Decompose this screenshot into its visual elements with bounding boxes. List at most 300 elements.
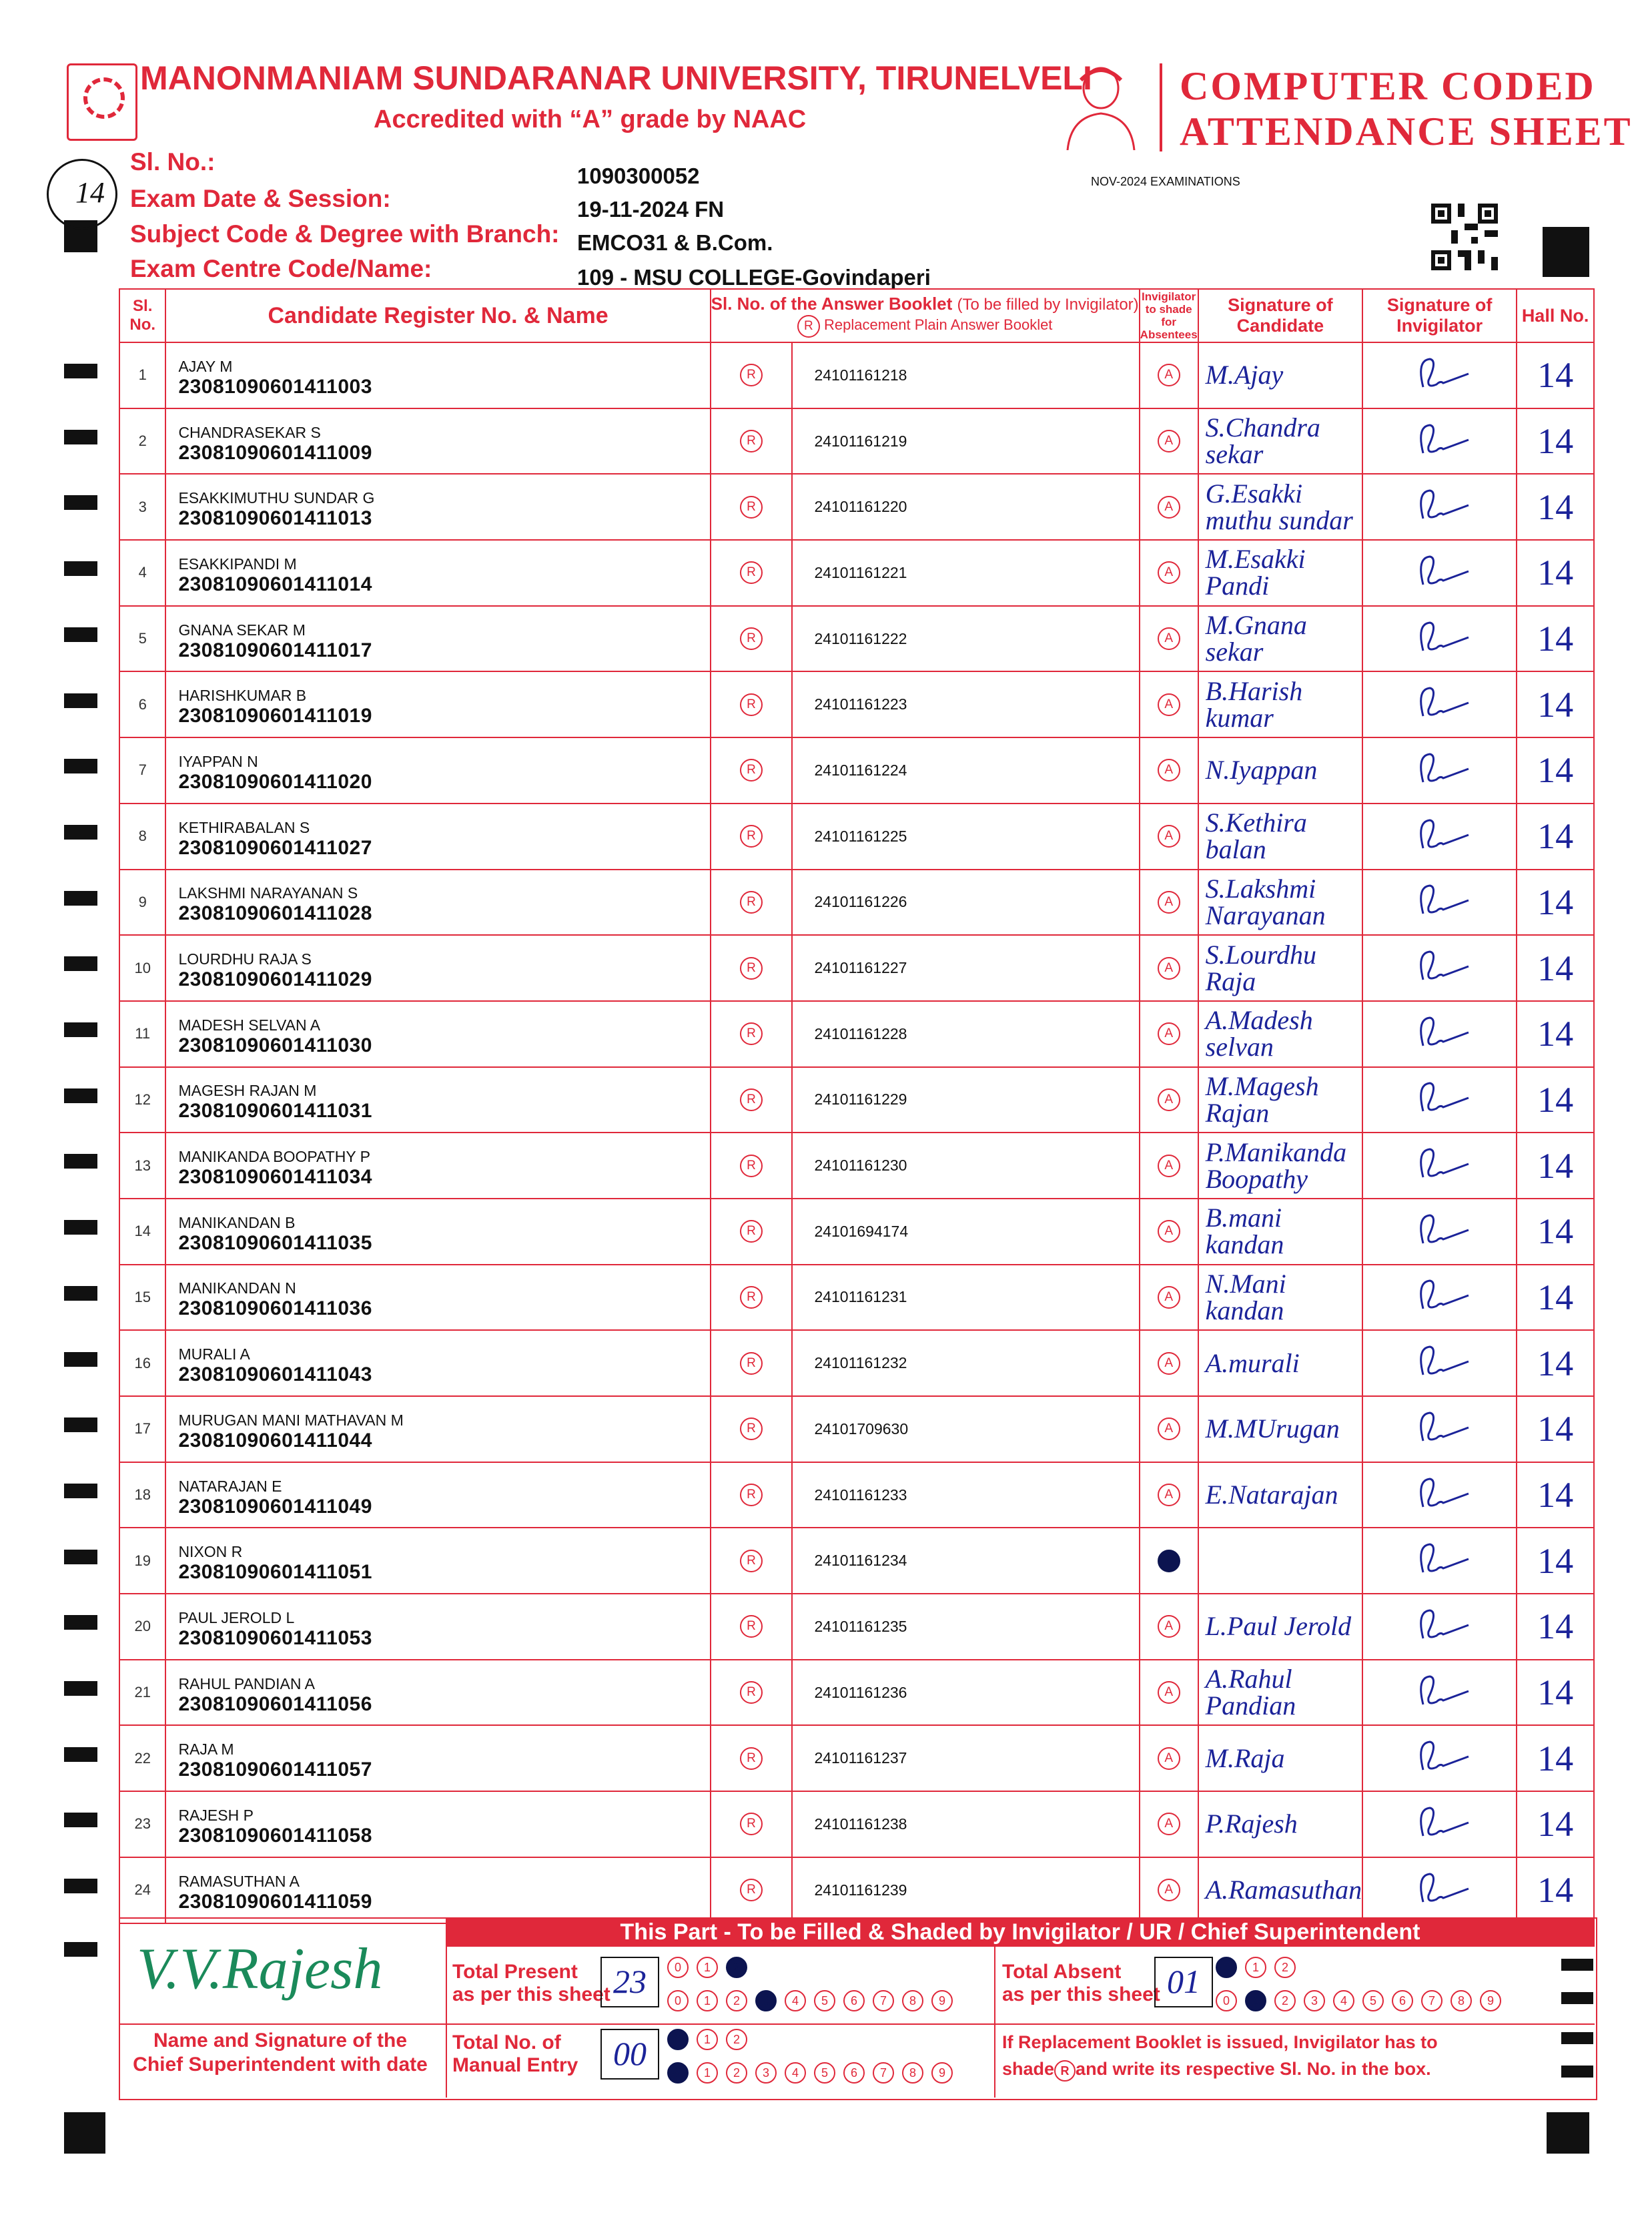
replacement-cell[interactable] [711, 671, 793, 737]
manual-tens-bubbles[interactable] [667, 2029, 755, 2050]
absentee-cell[interactable] [1140, 935, 1198, 1001]
r-bubble-icon[interactable]: R [740, 1220, 763, 1243]
register-number: 23081090601411028 [178, 902, 372, 925]
invigilator-signature [1362, 671, 1517, 737]
candidate-signature: A.murali [1198, 1330, 1362, 1396]
invigilator-initial-icon [1403, 1736, 1477, 1777]
candidate-cell [165, 408, 710, 475]
candidate-name: RAJA M [178, 1741, 234, 1759]
invigilator-signature [1362, 342, 1517, 408]
r-bubble-icon[interactable]: R [740, 891, 763, 914]
row-sl: 2 [119, 408, 165, 475]
absent-bubble-icon[interactable]: A [1158, 1879, 1180, 1901]
table-row [119, 804, 1594, 870]
digit-bubble[interactable]: 1 [1245, 1957, 1266, 1978]
divider [994, 1947, 995, 2098]
absent-bubble-icon[interactable]: A [1158, 825, 1180, 848]
digit-bubble[interactable]: 1 [697, 2029, 718, 2050]
digit-bubble[interactable]: 0 [1216, 1990, 1237, 2011]
row-sl: 17 [119, 1396, 165, 1462]
row-sl: 13 [119, 1133, 165, 1199]
replacement-cell[interactable] [711, 408, 793, 475]
booklet-number: 24101161239 [792, 1857, 1139, 1923]
digit-bubble[interactable]: 0 [667, 2029, 689, 2050]
candidate-signature: S.Lourdhu Raja [1198, 935, 1362, 1001]
digit-bubble[interactable]: 6 [843, 2062, 865, 2084]
r-bubble-icon[interactable]: R [740, 1484, 763, 1506]
replacement-cell[interactable] [711, 1594, 793, 1660]
timing-mark [64, 956, 97, 971]
row-sl: 15 [119, 1265, 165, 1331]
candidate-name: MANIKANDAN B [178, 1213, 296, 1231]
replacement-cell[interactable] [711, 1725, 793, 1791]
register-number: 23081090601411013 [178, 507, 372, 530]
hall-number: 14 [1517, 1199, 1594, 1265]
row-sl: 21 [119, 1660, 165, 1726]
booklet-number: 24101161228 [792, 1001, 1139, 1067]
col-sig-candidate-header: Signature of Candidate [1198, 289, 1362, 342]
registration-mark [1561, 1959, 1593, 1971]
digit-bubble[interactable]: 1 [697, 1957, 718, 1978]
hall-number: 14 [1517, 342, 1594, 408]
digit-bubble[interactable]: 5 [814, 2062, 835, 2084]
absent-bubble-icon[interactable]: A [1158, 1550, 1180, 1572]
invigilator-initial-icon [1403, 1605, 1477, 1645]
digit-bubble[interactable]: 8 [902, 1990, 923, 2011]
candidate-name: ESAKKIMUTHU SUNDAR G [178, 489, 375, 507]
invigilator-initial-icon [1403, 485, 1477, 525]
hall-number: 14 [1517, 1396, 1594, 1462]
present-units-bubbles[interactable] [667, 1990, 961, 2011]
col-hall-header: Hall No. [1517, 289, 1594, 342]
absentee-cell[interactable] [1140, 1462, 1198, 1528]
absentee-cell[interactable] [1140, 1791, 1198, 1857]
absentee-cell[interactable] [1140, 1725, 1198, 1791]
invigilator-initial-icon [1403, 1474, 1477, 1514]
register-number: 23081090601411056 [178, 1692, 372, 1715]
replacement-cell[interactable] [711, 1791, 793, 1857]
invigilator-signature [1362, 1725, 1517, 1791]
candidate-name: HARISHKUMAR B [178, 687, 307, 705]
candidate-signature: B.mani kandan [1198, 1199, 1362, 1265]
exam-centre-label: Exam Centre Code/Name: [130, 255, 432, 282]
digit-bubble[interactable]: 2 [1274, 1957, 1296, 1978]
registration-mark [1561, 1992, 1593, 2004]
booklet-number: 24101161227 [792, 935, 1139, 1001]
candidate-signature: M.Magesh Rajan [1198, 1067, 1362, 1133]
timing-mark [64, 825, 97, 840]
replacement-cell[interactable] [711, 1265, 793, 1331]
absent-bubble-icon[interactable]: A [1158, 1681, 1180, 1704]
hall-mark-circle: 14 [47, 159, 117, 230]
digit-bubble[interactable]: 2 [726, 1990, 747, 2011]
digit-bubble[interactable]: 6 [843, 1990, 865, 2011]
absent-bubble-icon[interactable]: A [1158, 1088, 1180, 1111]
r-bubble-icon[interactable]: R [740, 1417, 763, 1440]
absentee-cell[interactable] [1140, 1133, 1198, 1199]
absentee-cell[interactable] [1140, 1330, 1198, 1396]
accreditation: Accredited with “A” grade by NAAC [374, 105, 807, 133]
r-bubble-icon[interactable]: R [740, 496, 763, 519]
absent-bubble-icon[interactable]: A [1158, 1352, 1180, 1375]
candidate-cell [165, 1067, 710, 1133]
register-number: 23081090601411030 [178, 1034, 372, 1056]
total-absent-box[interactable]: 01 [1154, 1957, 1213, 2007]
r-bubble-icon[interactable]: R [740, 1286, 763, 1309]
replacement-cell[interactable] [711, 1133, 793, 1199]
r-bubble-icon[interactable]: R [740, 561, 763, 584]
replacement-cell[interactable] [711, 935, 793, 1001]
candidate-signature: P.Manikanda Boopathy [1198, 1133, 1362, 1199]
booklet-number: 24101161222 [792, 606, 1139, 672]
candidate-cell [165, 737, 710, 804]
register-number: 23081090601411034 [178, 1166, 372, 1189]
digit-bubble[interactable]: 3 [755, 1990, 777, 2011]
row-sl: 16 [119, 1330, 165, 1396]
col-booklet-header: Sl. No. of the Answer Booklet (To be filled by Invigilator) R Replacement Plain Answer Booklet [711, 289, 1140, 342]
timing-mark [64, 693, 97, 708]
candidate-signature: G.Esakki muthu sundar [1198, 474, 1362, 540]
candidate-name: IYAPPAN N [178, 752, 258, 770]
replacement-cell[interactable] [711, 342, 793, 408]
candidate-signature: M.Esakki Pandi [1198, 540, 1362, 606]
register-number: 23081090601411003 [178, 375, 372, 398]
absent-bubble-icon[interactable]: A [1158, 891, 1180, 914]
r-bubble-icon[interactable]: R [740, 693, 763, 716]
timing-mark [64, 627, 97, 642]
table-row [119, 1396, 1594, 1462]
register-number: 23081090601411020 [178, 770, 372, 793]
register-number: 23081090601411058 [178, 1824, 372, 1847]
absentee-cell[interactable] [1140, 1199, 1198, 1265]
invigilator-signature [1362, 1660, 1517, 1726]
candidate-name: MURUGAN MANI MATHAVAN M [178, 1411, 404, 1429]
digit-bubble[interactable]: 8 [1451, 1990, 1472, 2011]
row-sl: 24 [119, 1857, 165, 1923]
hall-number: 14 [1517, 737, 1594, 804]
replacement-cell[interactable] [711, 1660, 793, 1726]
r-bubble-icon[interactable]: R [740, 957, 763, 980]
candidate-name: KETHIRABALAN S [178, 818, 310, 836]
booklet-number: 24101161235 [792, 1594, 1139, 1660]
digit-bubble[interactable]: 0 [1216, 1957, 1237, 1978]
booklet-number: 24101161223 [792, 671, 1139, 737]
booklet-number: 24101161221 [792, 540, 1139, 606]
register-number: 23081090601411051 [178, 1561, 372, 1584]
digit-bubble[interactable]: 2 [1274, 1990, 1296, 2011]
booklet-number: 24101161233 [792, 1462, 1139, 1528]
invigilator-signature [1362, 1857, 1517, 1923]
candidate-cell [165, 606, 710, 672]
register-number: 23081090601411014 [178, 573, 372, 595]
candidate-signature: M.Raja [1198, 1725, 1362, 1791]
absentee-cell[interactable] [1140, 408, 1198, 475]
candidate-signature: A.Rahul Pandian [1198, 1660, 1362, 1726]
absent-units-bubbles[interactable] [1216, 1990, 1509, 2011]
digit-bubble[interactable]: 0 [667, 1957, 689, 1978]
booklet-number: 24101161231 [792, 1265, 1139, 1331]
r-bubble-icon[interactable]: R [740, 1550, 763, 1572]
r-bubble-icon[interactable]: R [740, 1879, 763, 1901]
candidate-cell [165, 870, 710, 936]
absent-bubble-icon[interactable]: A [1158, 627, 1180, 650]
digit-bubble[interactable]: 2 [726, 2029, 747, 2050]
invigilator-signature [1362, 1001, 1517, 1067]
digit-bubble[interactable]: 7 [1421, 1990, 1442, 2011]
r-bubble-icon[interactable]: R [740, 1155, 763, 1177]
candidate-cell [165, 474, 710, 540]
timing-mark [64, 1022, 97, 1037]
absent-bubble-icon[interactable]: A [1158, 496, 1180, 519]
candidate-signature: M.MUrugan [1198, 1396, 1362, 1462]
invigilator-initial-icon [1403, 815, 1477, 855]
absent-bubble-icon[interactable]: A [1158, 693, 1180, 716]
hall-number: 14 [1517, 1791, 1594, 1857]
candidate-name: LOURDHU RAJA S [178, 950, 312, 968]
absent-bubble-icon[interactable]: A [1158, 759, 1180, 781]
digit-bubble[interactable]: 7 [873, 2062, 894, 2084]
registration-mark [1561, 2066, 1593, 2078]
booklet-number: 24101161225 [792, 804, 1139, 870]
digit-bubble[interactable]: 6 [1392, 1990, 1413, 2011]
absentee-cell[interactable] [1140, 671, 1198, 737]
absent-bubble-icon[interactable]: A [1158, 1813, 1180, 1835]
digit-bubble[interactable]: 1 [697, 2062, 718, 2084]
digit-bubble[interactable]: 1 [1245, 1990, 1266, 2011]
r-bubble-icon[interactable]: R [740, 430, 763, 452]
digit-bubble[interactable]: 4 [1333, 1990, 1354, 2011]
absent-tens-bubbles[interactable] [1216, 1957, 1304, 1978]
absent-bubble-icon[interactable]: A [1158, 430, 1180, 452]
absent-bubble-icon[interactable]: A [1158, 1286, 1180, 1309]
present-tens-bubbles[interactable] [667, 1957, 755, 1978]
absentee-cell[interactable] [1140, 1594, 1198, 1660]
replacement-cell[interactable] [711, 1396, 793, 1462]
r-bubble-icon[interactable]: R [740, 1747, 763, 1770]
absent-bubble-icon[interactable]: A [1158, 1615, 1180, 1638]
invigilator-initial-icon [1403, 1012, 1477, 1052]
invigilator-signature [1362, 1594, 1517, 1660]
register-number: 23081090601411044 [178, 1429, 372, 1452]
replacement-cell[interactable] [711, 540, 793, 606]
digit-bubble[interactable]: 0 [667, 1990, 689, 2011]
row-sl: 4 [119, 540, 165, 606]
table-row [119, 1265, 1594, 1331]
digit-bubble[interactable]: 3 [755, 2062, 777, 2084]
digit-bubble[interactable]: 5 [1362, 1990, 1384, 2011]
invigilator-initial-icon [1403, 1869, 1477, 1909]
r-bubble-icon[interactable]: R [740, 1088, 763, 1111]
manual-units-bubbles[interactable] [667, 2062, 961, 2084]
absentee-cell[interactable] [1140, 804, 1198, 870]
table-row [119, 1001, 1594, 1067]
sl-no-value: 1090300052 [577, 164, 700, 188]
row-sl: 20 [119, 1594, 165, 1660]
candidate-signature: M.Gnana sekar [1198, 606, 1362, 672]
hall-number: 14 [1517, 1265, 1594, 1331]
absentee-cell[interactable] [1140, 540, 1198, 606]
candidate-signature: S.Lakshmi Narayanan [1198, 870, 1362, 936]
absentee-cell[interactable] [1140, 1067, 1198, 1133]
hall-number: 14 [1517, 671, 1594, 737]
digit-bubble[interactable]: 4 [785, 1990, 806, 2011]
digit-bubble[interactable]: 7 [873, 1990, 894, 2011]
table-row [119, 342, 1594, 408]
digit-bubble[interactable]: 3 [1304, 1990, 1325, 2011]
absent-bubble-icon[interactable]: A [1158, 1747, 1180, 1770]
digit-bubble[interactable]: 5 [814, 1990, 835, 2011]
register-number: 23081090601411057 [178, 1759, 372, 1781]
replacement-cell[interactable] [711, 1001, 793, 1067]
candidate-name: NIXON R [178, 1543, 243, 1561]
replacement-cell[interactable] [711, 804, 793, 870]
candidate-cell [165, 1462, 710, 1528]
row-sl: 18 [119, 1462, 165, 1528]
absentee-cell[interactable] [1140, 342, 1198, 408]
replacement-cell[interactable] [711, 474, 793, 540]
r-bubble-icon[interactable]: R [740, 1615, 763, 1638]
university-logo [67, 63, 137, 141]
absentee-cell[interactable] [1140, 737, 1198, 804]
r-bubble-icon[interactable]: R [740, 825, 763, 848]
absentee-cell[interactable] [1140, 1396, 1198, 1462]
invigilator-initial-icon [1403, 617, 1477, 657]
replacement-cell[interactable] [711, 1857, 793, 1923]
row-sl: 23 [119, 1791, 165, 1857]
candidate-cell [165, 1791, 710, 1857]
absentee-cell[interactable] [1140, 474, 1198, 540]
replacement-cell[interactable] [711, 606, 793, 672]
r-bubble-icon[interactable]: R [740, 364, 763, 386]
exam-date-value: 19-11-2024 FN [577, 197, 725, 222]
row-sl: 19 [119, 1528, 165, 1594]
absentee-cell[interactable] [1140, 1857, 1198, 1923]
hall-number: 14 [1517, 1462, 1594, 1528]
digit-bubble[interactable]: 2 [726, 1957, 747, 1978]
total-present-box[interactable]: 23 [600, 1957, 659, 2007]
absentee-cell[interactable] [1140, 1265, 1198, 1331]
r-bubble-icon[interactable]: R [740, 1681, 763, 1704]
candidate-cell [165, 1133, 710, 1199]
timing-mark [64, 1154, 97, 1169]
absent-bubble-icon[interactable]: A [1158, 1417, 1180, 1440]
hall-number: 14 [1517, 935, 1594, 1001]
replacement-cell[interactable] [711, 1528, 793, 1594]
absent-bubble-icon[interactable]: A [1158, 957, 1180, 980]
registration-mark [64, 2112, 105, 2154]
row-sl: 9 [119, 870, 165, 936]
candidate-signature: M.Ajay [1198, 342, 1362, 408]
replacement-cell[interactable] [711, 1199, 793, 1265]
absent-bubble-icon[interactable]: A [1158, 364, 1180, 386]
r-bubble-icon[interactable]: R [740, 1352, 763, 1375]
absentee-cell[interactable] [1140, 1528, 1198, 1594]
timing-mark [64, 1942, 97, 1957]
candidate-name: ESAKKIPANDI M [178, 555, 297, 573]
timing-mark [64, 495, 97, 510]
candidate-cell [165, 540, 710, 606]
absent-bubble-icon[interactable]: A [1158, 1022, 1180, 1045]
absentee-cell[interactable] [1140, 1660, 1198, 1726]
absentee-cell[interactable] [1140, 870, 1198, 936]
register-number: 23081090601411059 [178, 1890, 372, 1913]
booklet-number: 24101161230 [792, 1133, 1139, 1199]
absent-bubble-icon[interactable]: A [1158, 561, 1180, 584]
digit-bubble[interactable]: 0 [667, 2062, 689, 2084]
digit-bubble[interactable]: 8 [902, 2062, 923, 2084]
candidate-cell [165, 935, 710, 1001]
digit-bubble[interactable]: 9 [1480, 1990, 1501, 2011]
hall-number: 14 [1517, 1067, 1594, 1133]
absent-bubble-icon[interactable]: A [1158, 1220, 1180, 1243]
registration-mark [1543, 227, 1589, 277]
row-sl: 6 [119, 671, 165, 737]
hall-number: 14 [1517, 1660, 1594, 1726]
invigilator-initial-icon [1403, 1407, 1477, 1448]
digit-bubble[interactable]: 2 [726, 2062, 747, 2084]
digit-bubble[interactable]: 1 [697, 1990, 718, 2011]
subject-code-value: EMCO31 & B.Com. [577, 230, 773, 255]
timing-mark [64, 1879, 97, 1893]
table-row [119, 870, 1594, 936]
timing-mark [64, 430, 97, 444]
r-bubble-icon[interactable]: R [740, 1813, 763, 1835]
table-row [119, 1857, 1594, 1923]
table-row [119, 1594, 1594, 1660]
hall-number: 14 [1517, 1725, 1594, 1791]
candidate-name: AJAY M [178, 357, 233, 375]
timing-mark [64, 1088, 97, 1103]
r-bubble-icon[interactable]: R [740, 759, 763, 781]
absentee-cell[interactable] [1140, 606, 1198, 672]
qr-code [1431, 204, 1498, 270]
r-bubble-icon[interactable]: R [740, 1022, 763, 1045]
replacement-cell[interactable] [711, 1462, 793, 1528]
digit-bubble[interactable]: 9 [931, 2062, 953, 2084]
replacement-cell[interactable] [711, 737, 793, 804]
replacement-cell[interactable] [711, 1330, 793, 1396]
col-sl-header: Sl. No. [119, 289, 165, 342]
invigilator-initial-icon [1403, 551, 1477, 591]
col-sig-invigilator-header: Signature of Invigilator [1362, 289, 1517, 342]
registration-mark [1547, 2112, 1589, 2154]
absent-bubble-icon[interactable]: A [1158, 1155, 1180, 1177]
invigilator-signature [1362, 606, 1517, 672]
registration-mark [1561, 2032, 1593, 2044]
col-candidate-header: Candidate Register No. & Name [165, 289, 710, 342]
digit-bubble[interactable]: 9 [931, 1990, 953, 2011]
absent-bubble-icon[interactable]: A [1158, 1484, 1180, 1506]
candidate-signature: P.Rajesh [1198, 1791, 1362, 1857]
digit-bubble[interactable]: 4 [785, 2062, 806, 2084]
replacement-cell[interactable] [711, 870, 793, 936]
divider [119, 2023, 1595, 2025]
manual-entry-box[interactable]: 00 [600, 2029, 659, 2080]
invigilator-initial-icon [1403, 1803, 1477, 1843]
candidate-cell [165, 1660, 710, 1726]
table-row [119, 935, 1594, 1001]
r-circle-icon: R [797, 315, 820, 338]
r-bubble-icon[interactable]: R [740, 627, 763, 650]
table-row [119, 1133, 1594, 1199]
candidate-cell [165, 671, 710, 737]
replacement-cell[interactable] [711, 1067, 793, 1133]
absentee-cell[interactable] [1140, 1001, 1198, 1067]
invigilator-signature [1362, 1133, 1517, 1199]
invigilator-signature [1362, 935, 1517, 1001]
booklet-number: 24101161218 [792, 342, 1139, 408]
candidate-signature: L.Paul Jerold [1198, 1594, 1362, 1660]
